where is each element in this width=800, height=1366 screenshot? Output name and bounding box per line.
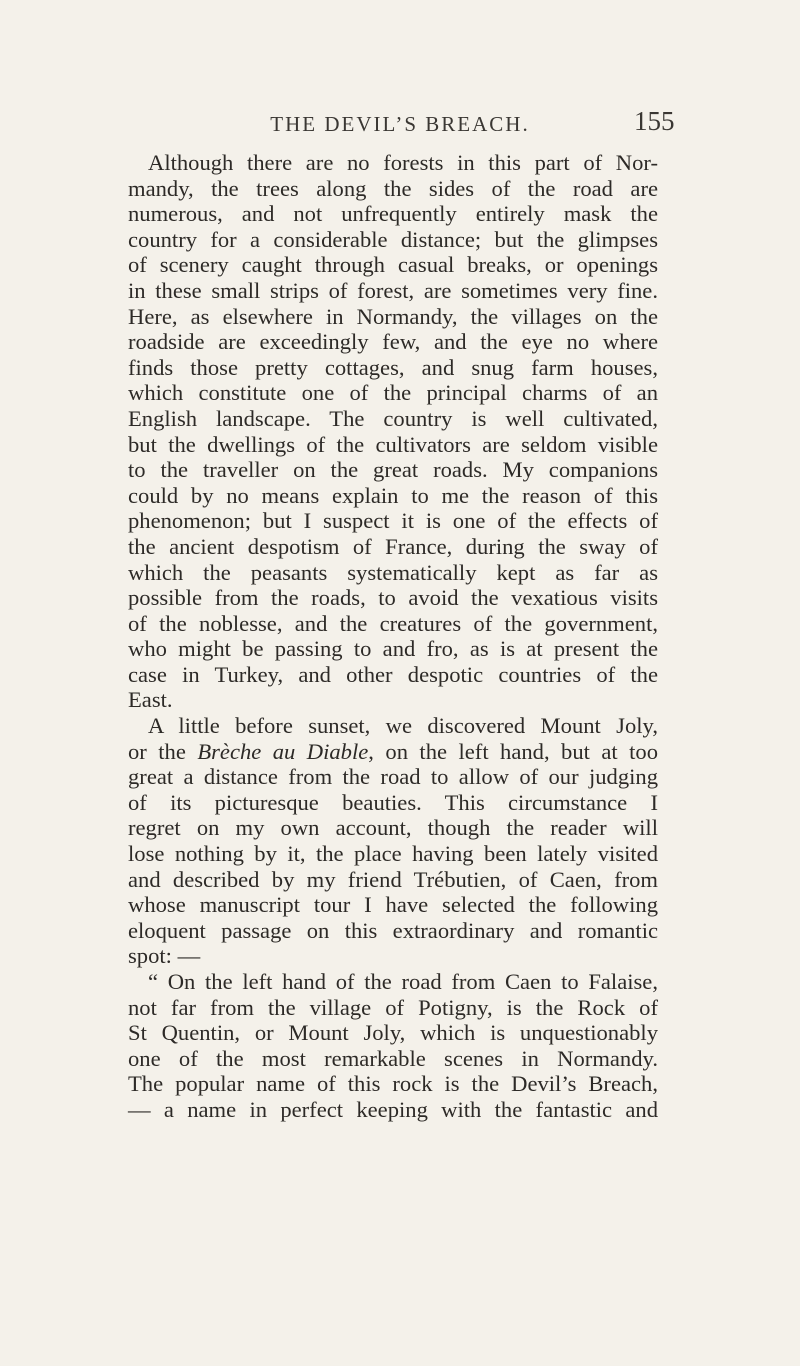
text-line: great a distance from the road to allow of our judging — [128, 764, 658, 790]
text-line: of its picturesque beauties. This circumstance I — [128, 789, 658, 815]
italic-place-name: Brèche au Diable — [197, 738, 369, 764]
text-line: case in Turkey, and other despotic countries of the — [128, 661, 658, 687]
text-line: whose manuscript tour I have selected the following — [128, 892, 658, 918]
text-line: roadside are exceedingly few, and the eye no where — [128, 329, 658, 355]
text-line: Here, as elsewhere in Normandy, the villages on the — [128, 303, 658, 329]
text-line: St Quentin, or Mount Joly, which is unquestionably — [128, 1020, 658, 1046]
text-line: mandy, the trees along the sides of the road are — [128, 175, 658, 201]
text-line: finds those pretty cottages, and snug farm houses, — [128, 354, 658, 380]
text-line: one of the most remarkable scenes in Normandy. — [128, 1045, 658, 1071]
text-line: regret on my own account, though the reader will — [128, 815, 658, 841]
text-line: numerous, and not unfrequently entirely mask the — [128, 201, 658, 227]
page-header — [0, 106, 800, 142]
text-line: East. — [128, 687, 173, 713]
text-line: and described by my friend Trébutien, of Caen, from — [128, 866, 658, 892]
text-line: “ On the left hand of the road from Caen to Falaise, — [148, 969, 658, 994]
text-line: but the dwellings of the cultivators are seldom visible — [128, 431, 658, 457]
text-line: of scenery caught through casual breaks, or openings — [128, 252, 658, 278]
text-line: lose nothing by it, the place having been lately visited — [128, 841, 658, 867]
text-line: possible from the roads, to avoid the vexatious visits — [128, 585, 658, 611]
text-line: of the noblesse, and the creatures of the government, — [128, 610, 658, 636]
text-line-with-italic — [128, 739, 658, 765]
text-line: who might be passing to and fro, as is at present the — [128, 636, 658, 662]
text-line: The popular name of this rock is the Devil’s Breach, — [128, 1071, 658, 1097]
text-line: which constitute one of the principal charms of an — [128, 380, 658, 406]
text-fragment: , on the left hand, but at too — [368, 738, 658, 764]
text-fragment: or the — [128, 738, 198, 764]
page-number: 155 — [634, 106, 675, 136]
body-text — [128, 150, 658, 1123]
text-line: spot: — — [128, 943, 201, 969]
text-line: not far from the village of Potigny, is the Rock of — [128, 994, 658, 1020]
text-line: English landscape. The country is well cultivated, — [128, 405, 658, 431]
text-line: to the traveller on the great roads. My companions — [128, 457, 658, 483]
text-line: could by no means explain to me the reason of this — [128, 482, 658, 508]
text-line: in these small strips of forest, are sometimes very fine. — [128, 277, 658, 303]
text-line: eloquent passage on this extraordinary and romantic — [128, 917, 658, 943]
text-line: phenomenon; but I suspect it is one of the effects of — [128, 508, 658, 534]
text-line: — a name in perfect keeping with the fantastic and — [128, 1096, 658, 1122]
text-line: A little before sunset, we discovered Mount Joly, — [148, 713, 658, 739]
text-line: which the peasants systematically kept as far as — [128, 559, 658, 585]
text-line: country for a considerable distance; but the glimpses — [128, 226, 658, 252]
running-title: THE DEVIL’S BREACH. — [270, 112, 530, 136]
text-line: Although there are no forests in this part of Nor- — [148, 150, 658, 175]
text-line: the ancient despotism of France, during the sway of — [128, 533, 658, 559]
